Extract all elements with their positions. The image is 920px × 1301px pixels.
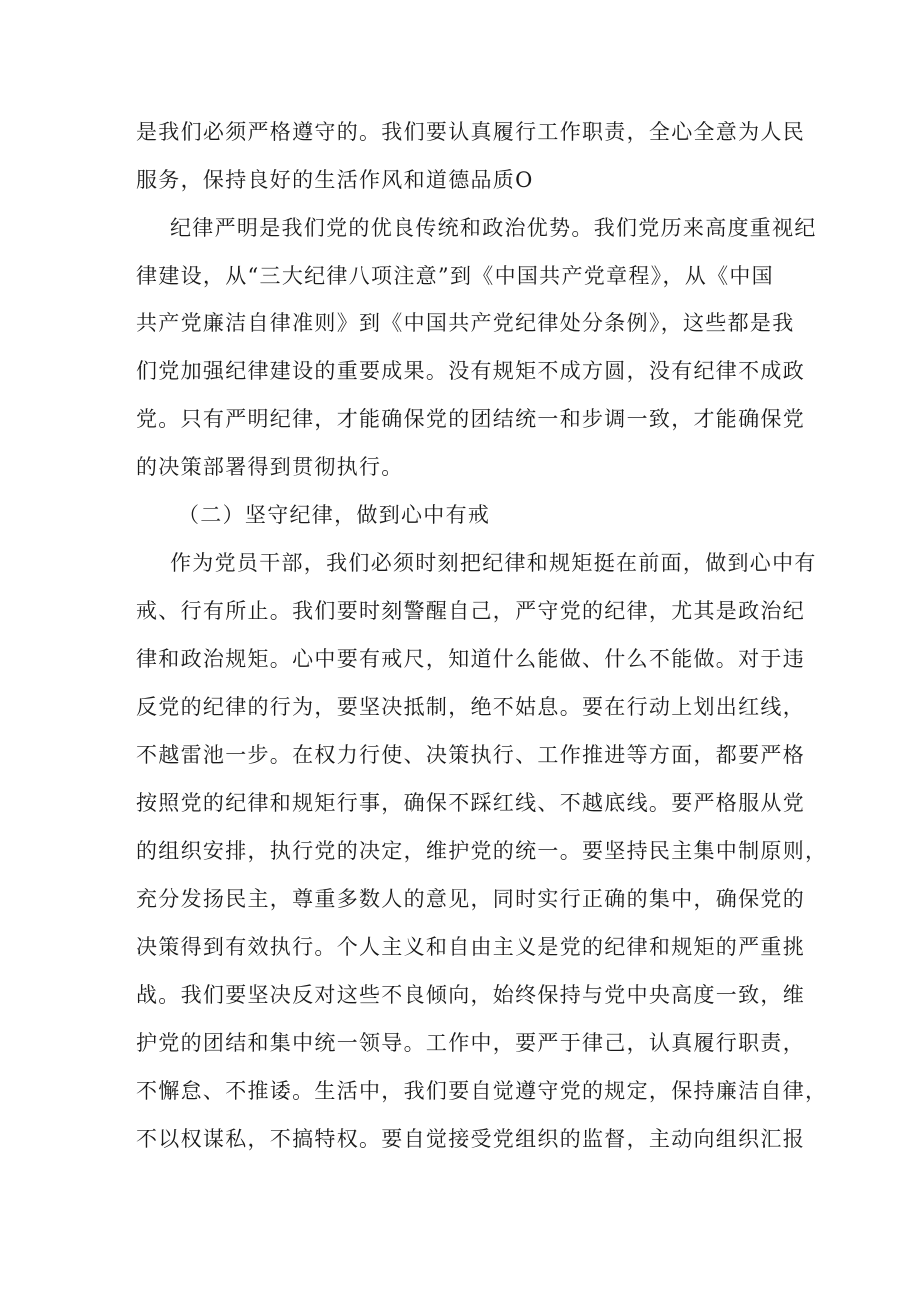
- text-line: 服务，保持良好的生活作风和道德品质O: [136, 168, 534, 192]
- text-line: 充分发扬民主，尊重多数人的意见，同时实行正确的集中，确保党的: [136, 887, 805, 911]
- text-line: 按照党的纪律和规矩行事，确保不踩红线、不越底线。要严格服从党: [136, 791, 805, 815]
- text-line: 纪律严明是我们党的优良传统和政治优势。我们党历来高度重视纪: [170, 216, 817, 240]
- text-line: 律和政治规矩。心中要有戒尺，知道什么能做、什么不能做。对于违: [136, 647, 805, 671]
- text-line: 不越雷池一步。在权力行使、决策执行、工作推进等方面，都要严格: [136, 743, 805, 767]
- text-line: 共产党廉洁自律准则》到《中国共产党纪律处分条例》，这些都是我: [136, 311, 795, 335]
- section-heading: （二）坚守纪律，做到心中有戒: [178, 503, 491, 527]
- text-line: 戒、行有所止。我们要时刻警醒自己，严守党的纪律，尤其是政治纪: [136, 599, 805, 623]
- text-line: 不懈怠、不推诿。生活中，我们要自觉遵守党的规定，保持廉洁自律，: [136, 1079, 828, 1103]
- text-line: 是我们必须严格遵守的。我们要认真履行工作职责，全心全意为人民: [136, 120, 805, 144]
- text-line: 们党加强纪律建设的重要成果。没有规矩不成方圆，没有纪律不成政: [136, 359, 805, 383]
- text-line: 反党的纪律的行为，要坚决抵制，绝不姑息。要在行动上划出红线，: [136, 695, 805, 719]
- text-line: 战。我们要坚决反对这些不良倾向，始终保持与党中央高度一致，维: [136, 983, 805, 1007]
- text-line: 的决策部署得到贯彻执行。: [136, 455, 404, 479]
- text-line: 的组织安排，执行党的决定，维护党的统一。要坚持民主集中制原则，: [136, 839, 828, 863]
- text-line: 护党的团结和集中统一领导。工作中，要严于律己，认真履行职责，: [136, 1031, 805, 1055]
- text-line: 决策得到有效执行。个人主义和自由主义是党的纪律和规矩的严重挑: [136, 935, 805, 959]
- text-line: 作为党员干部，我们必须时刻把纪律和规矩挺在前面，做到心中有: [170, 551, 817, 575]
- text-line: 党。只有严明纪律，才能确保党的团结统一和步调一致，才能确保党: [136, 407, 805, 431]
- text-line: 不以权谋私，不搞特权。要自觉接受党组织的监督，主动向组织汇报: [136, 1127, 805, 1151]
- text-line: 律建设，从“三大纪律八项注意”到《中国共产党章程》，从《中国: [136, 264, 774, 288]
